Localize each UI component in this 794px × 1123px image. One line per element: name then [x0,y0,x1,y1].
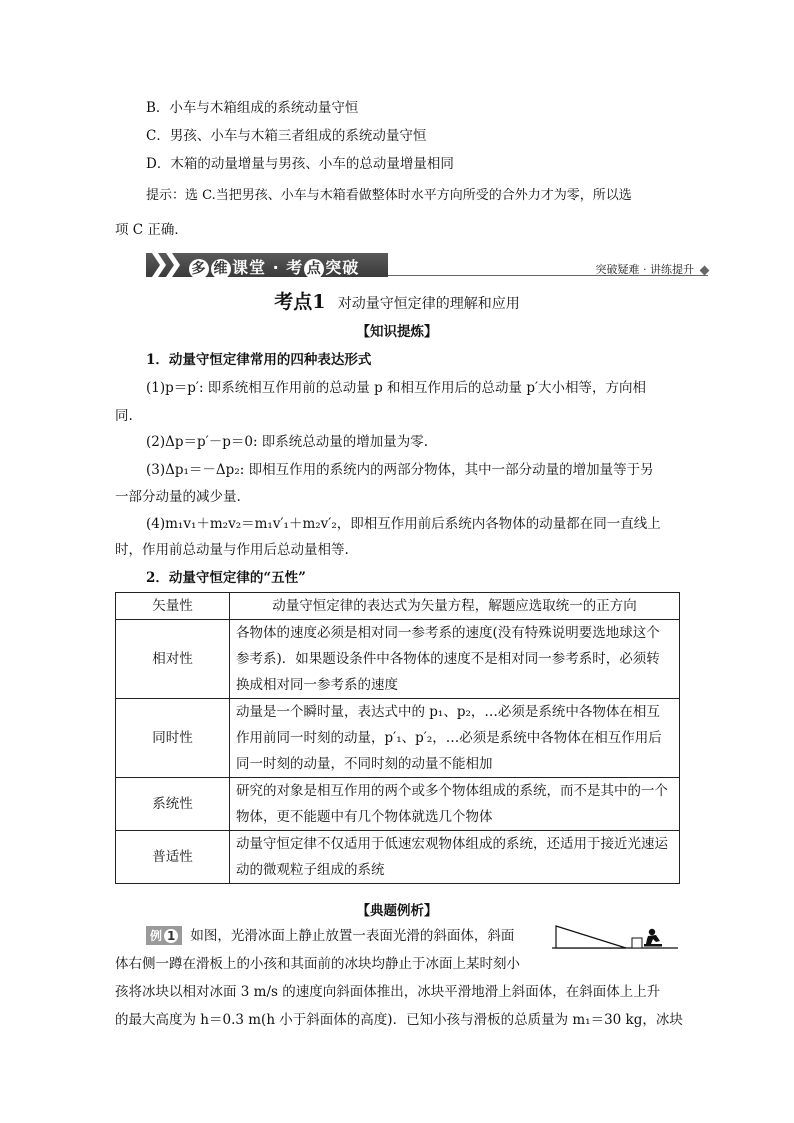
example-line-2: 体右侧一蹲在滑板上的小孩和其面前的冰块均静止于冰面上某时刻小 [115,956,520,972]
option-d: D．木箱的动量增量与男孩、小车的总动量增量相同 [146,156,454,172]
table-cell-value: 研究的对象是相互作用的两个或多个物体组成的系统，而不是其中的一个物体，更不能题中有几个物体就选几个物体 [230,778,680,831]
table-cell-key: 相对性 [116,620,230,699]
table-cell-value: 动量是一个瞬时量，表达式中的 p₁、p₂，…必须是系统中各物体在相互作用前同一时刻的动量，p′₁、p′₂，…必须是系统中各物体在相互作用后同一时刻的动量，不同时刻的动量不能相加 [230,699,680,778]
table-cell-value: 动量守恒定律的表达式为矢量方程，解题应选取统一的正方向 [230,593,680,620]
banner-char-2: 维 [211,259,231,279]
example-line-4: 的最大高度为 h＝0.3 m(h 小于斜面体的高度)．已知小孩与滑板的总质量为 m₁＝30 kg，冰块 [115,1012,683,1028]
point2-heading: 2．动量守恒定律的“五性” [146,570,306,586]
hint-line-1: 提示：选 C.当把男孩、小车与木箱看做整体时水平方向所受的合外力才为零，所以选 [146,188,632,203]
example-line-1 [146,924,514,945]
five-properties-table [115,592,680,884]
table-row [116,699,680,778]
formula-3: (3)Δp₁＝－Δp₂: 即相互作用的系统内的两部分物体，其中一部分动量的增加量等于另 [146,462,654,478]
formula-3-cont: 一部分动量的减少量. [115,489,241,505]
section-title: 对动量守恒定律的理解和应用 [337,296,520,312]
banner-char-1: 多 [189,259,209,279]
section-heading [0,287,794,314]
formula-1-cont: 同. [115,408,133,424]
table-cell-key: 系统性 [116,778,230,831]
table-cell-key: 同时性 [116,699,230,778]
example-badge [146,926,182,945]
banner-char-3: 点 [304,259,324,279]
example-subheading: 【典题例析】 [356,903,438,919]
incline-figure [552,924,678,950]
point1-heading: 1．动量守恒定律常用的四种表达形式 [146,352,372,368]
table-cell-value: 动量守恒定律不仅适用于低速宏观物体组成的系统，还适用于接近光速运动的微观粒子组成的系统 [230,831,680,884]
banner-subtitle: 突破疑难 · 讲练提升 [595,263,694,276]
diamond-icon [700,266,710,276]
option-b: B．小车与木箱组成的系统动量守恒 [146,100,359,116]
example-line-3: 孩将冰块以相对冰面 3 m/s 的速度向斜面体推出，冰块平滑地滑上斜面体，在斜面体上上升 [115,984,661,1000]
formula-4: (4)m₁v₁＋m₂v₂＝m₁v′₁＋m₂v′₂，即相互作用前后系统内各物体的动量都在同一直线上 [146,516,661,532]
option-c: C．男孩、小车与木箱三者组成的系统动量守恒 [146,128,427,144]
table-cell-key: 普适性 [116,831,230,884]
formula-1: (1)p＝p′: 即系统相互作用前的总动量 p 和相互作用后的总动量 p′大小相等，方向相 [146,380,647,396]
table-row [116,593,680,620]
formula-2: (2)Δp＝p′－p＝0: 即系统总动量的增加量为零. [146,434,429,450]
chevron-right-icon [166,253,180,277]
formula-4-cont: 时，作用前总动量与作用后总动量相等. [115,542,349,558]
banner-title [188,255,359,279]
banner-text-end: 突破 [325,258,360,277]
section-label: 考点1 [274,291,326,313]
example-badge-number: 1 [164,929,178,943]
example-text-1: 如图，光滑冰面上静止放置一表面光滑的斜面体，斜面 [190,928,515,944]
table-row [116,831,680,884]
table-row [116,778,680,831]
example-badge-text: 例 [150,929,163,943]
knowledge-subheading: 【知识提炼】 [356,324,438,340]
section-banner [146,253,708,279]
table-cell-value: 各物体的速度必须是相对同一参考系的速度(没有特殊说明要选地球这个参考系)．如果题设条件中各物体的速度不是相对同一参考系时，必须转换成相对同一参考系的速度 [230,620,680,699]
hint-line-2: 项 C 正确． [115,222,188,238]
table-row [116,620,680,699]
chevron-right-icon [152,253,166,277]
banner-text-mid: 课堂 · 考 [232,258,304,277]
table-cell-key: 矢量性 [116,593,230,620]
